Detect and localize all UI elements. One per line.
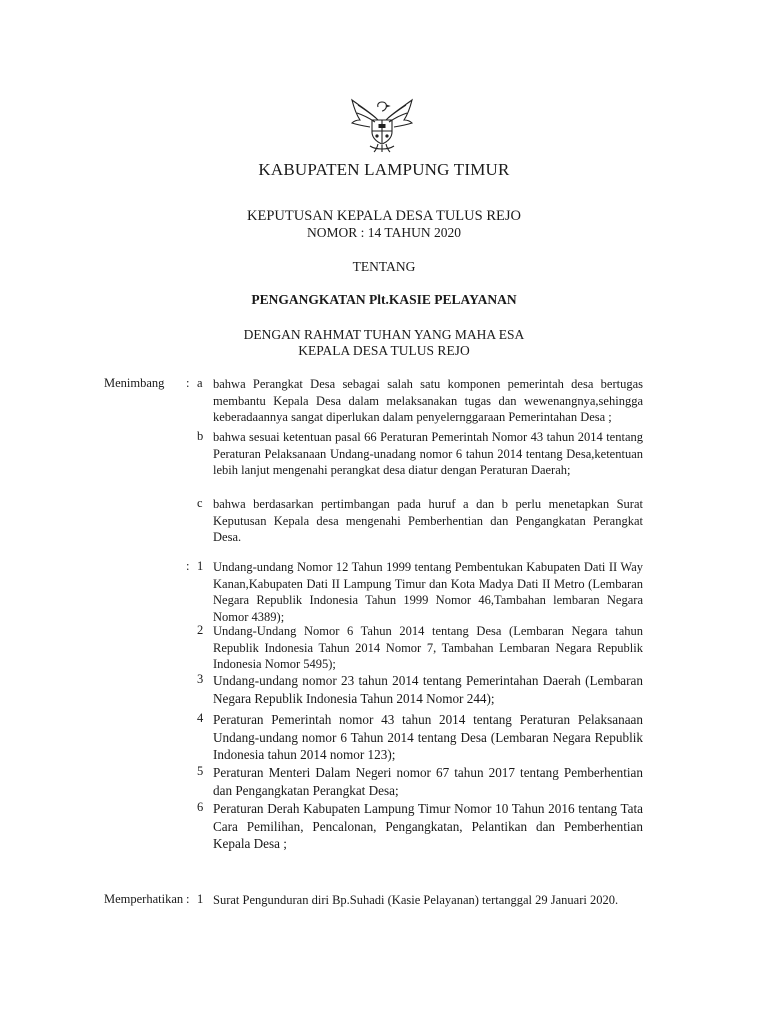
item-mark: c: [197, 496, 203, 510]
item-mark: 2: [197, 623, 204, 637]
mengingat-item: Undang-undang Nomor 12 Tahun 1999 tentang Pembentukan Kabupaten Dati II Way Kanan,Kabupaten Dati II Lampung Timur dan Kota Madya Dati II Metro (Lembaran Negara Republik Indonesia Tahun 1999 Nomor 46,Tambahan lembaran Negara Nomor 4389);: [213, 560, 643, 624]
decree-number: NOMOR : 14 TAHUN 2020: [307, 225, 461, 240]
item-mark: 5: [197, 764, 204, 778]
item-mark: 3: [197, 672, 204, 686]
item-mark: 4: [197, 711, 204, 725]
item-mark: 6: [197, 800, 204, 814]
menimbang-item: bahwa sesuai ketentuan pasal 66 Peraturan Pemerintah Nomor 43 tahun 2014 tentang Peraturan Pelaksanaan Undang-unadang nomor 6 tahun 2014 tentang Desa,ketentuan lebih lanjut mengenahi perangkat desa diatur dengan Peraturan Daerah;: [213, 430, 643, 477]
item-mark: b: [197, 429, 204, 443]
mengingat-item: Undang-Undang Nomor 6 Tahun 2014 tentang Desa (Lembaran Negara tahun Republik Indonesia Tahun 2014 Nomor 7, Tambahan Lembaran Negara Republik Indonesia Nomor 5495);: [213, 624, 643, 671]
item-mark: 1: [197, 559, 204, 573]
decree-subject: PENGANGKATAN Plt.KASIE PELAYANAN: [251, 292, 517, 307]
grace-line-2: KEPALA DESA TULUS REJO: [298, 343, 470, 358]
memperhatikan-item: Surat Pengunduran diri Bp.Suhadi (Kasie Pelayanan) tertanggal 29 Januari 2020.: [213, 893, 619, 907]
item-mark: 1: [197, 892, 204, 906]
section-label-menimbang: Menimbang: [104, 376, 165, 390]
grace-line-1: DENGAN RAHMAT TUHAN YANG MAHA ESA: [243, 327, 525, 342]
regency-title: KABUPATEN LAMPUNG TIMUR: [258, 160, 510, 179]
mengingat-item: Peraturan Pemerintah nomor 43 tahun 2014 tentang Peraturan Pelaksanaan Undang-undang nomor 6 Tahun 2014 tentang Desa (Lembaran Negara Republik Indonesia tahun 2014 nomor 123);: [213, 712, 643, 762]
item-mark: a: [197, 376, 203, 390]
decree-title: KEPUTUSAN KEPALA DESA TULUS REJO: [247, 208, 521, 224]
section-label-memperhatikan: Memperhatikan: [104, 892, 184, 906]
menimbang-item: bahwa berdasarkan pertimbangan pada huruf a dan b perlu menetapkan Surat Keputusan Kepala desa mengenahi Pemberhentian dan Pengangkatan Perangkat Desa.: [213, 497, 643, 544]
mengingat-item: Undang-undang nomor 23 tahun 2014 tentang Pemerintahan Daerah (Lembaran Negara Republik Indonesia Tahun 2014 Nomor 244);: [213, 673, 643, 706]
garuda-pancasila-emblem-icon: [348, 96, 416, 154]
mengingat-item: Peraturan Menteri Dalam Negeri nomor 67 tahun 2017 tentang Pemberhentian dan Pengangkatan Perangkat Desa;: [213, 765, 643, 798]
section-colon: :: [186, 559, 190, 573]
about-heading: TENTANG: [352, 259, 416, 274]
section-colon: :: [186, 892, 190, 906]
menimbang-item: bahwa Perangkat Desa sebagai salah satu komponen pemerintah desa bertugas membantu Kepala Desa dalam melaksanakan tugas dan wewenangnya,sehingga keberadaannya sangat diperlukan dalam penyelernggaraan Pemerintahan Desa ;: [213, 377, 643, 424]
section-colon: :: [186, 376, 190, 390]
mengingat-item: Peraturan Derah Kabupaten Lampung Timur Nomor 10 Tahun 2016 tentang Tata Cara Pemilihan, Pencalonan, Pengangkatan, Pelantikan dan Pemberhentian Kepala Desa ;: [213, 801, 643, 851]
